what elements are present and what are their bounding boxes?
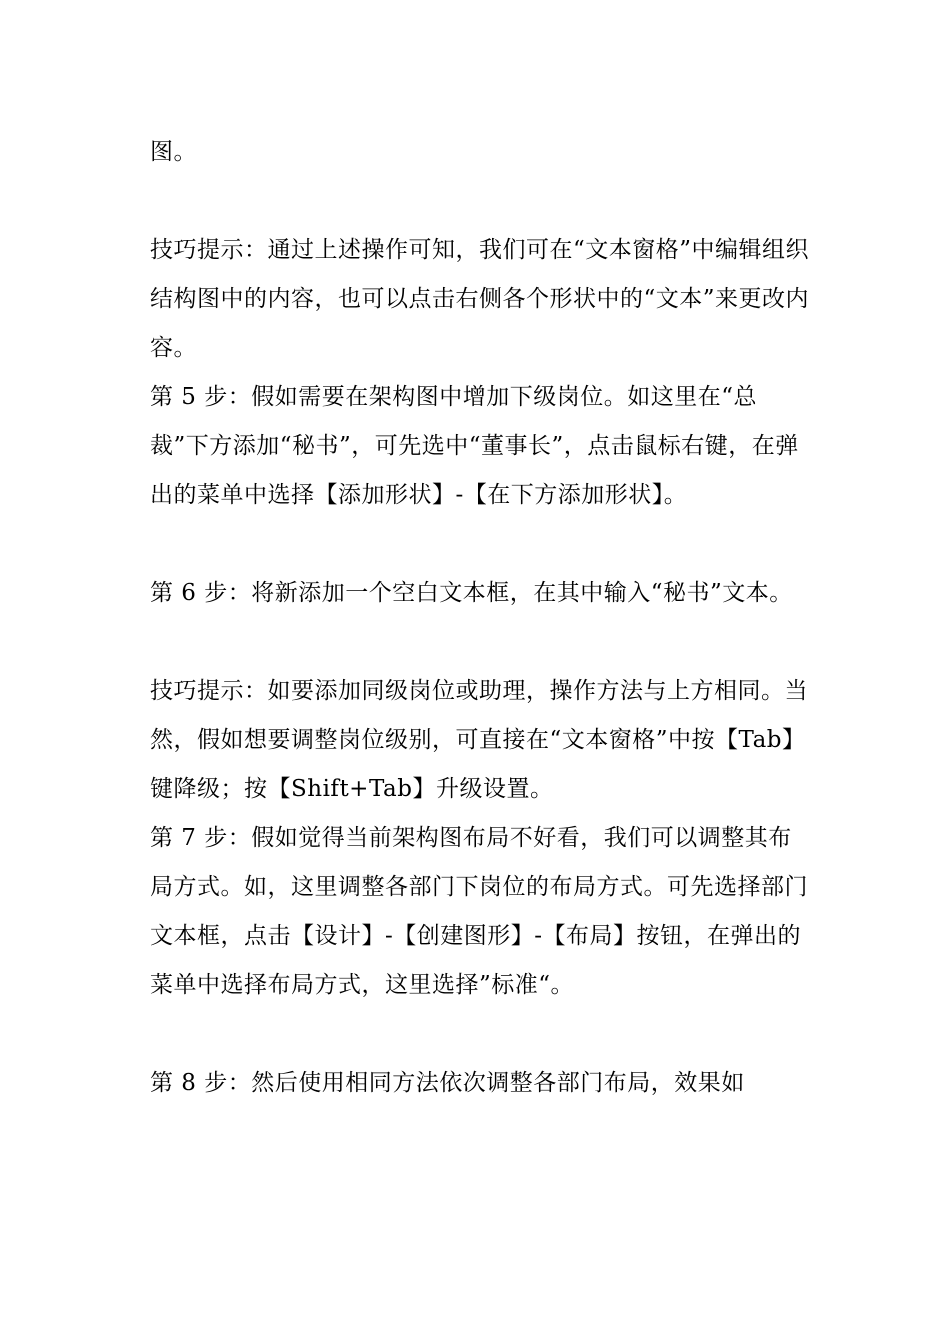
paragraph-gap — [150, 618, 810, 667]
paragraph-figure-end: 图。 — [150, 139, 197, 165]
paragraph-step-8: 第 8 步：然后使用相同方法依次调整各部门布局，效果如 — [150, 1070, 745, 1096]
paragraph-step-7: 第 7 步：假如觉得当前架构图布局不好看，我们可以调整其布局方式。如，这里调整各部门下岗位的布局方式。可先选择部门文本框，点击【设计】-【创建图形】-【布局】按钮，在弹出的菜单中选择布局方式，这里选择”标准“。 — [150, 825, 808, 998]
paragraph-gap — [150, 520, 810, 569]
paragraph-gap — [150, 177, 810, 226]
paragraph-tip-text-pane: 技巧提示：通过上述操作可知，我们可在“文本窗格”中编辑组织结构图中的内容，也可以点击右侧各个形状中的“文本”来更改内容。 — [150, 237, 810, 361]
paragraph-tip-level: 技巧提示：如要添加同级岗位或助理，操作方法与上方相同。当然，假如想要调整岗位级别，可直接在“文本窗格”中按【Tab】键降级；按【Shift+Tab】升级设置。 — [150, 678, 808, 802]
document-body — [150, 128, 810, 1108]
paragraph-step-5: 第 5 步：假如需要在架构图中增加下级岗位。如这里在“总裁”下方添加“秘书”，可先选中“董事长”，点击鼠标右键，在弹出的菜单中选择【添加形状】-【在下方添加形状】。 — [150, 384, 799, 508]
paragraph-step-6: 第 6 步：将新添加一个空白文本框，在其中输入“秘书”文本。 — [150, 580, 793, 606]
paragraph-gap — [150, 1010, 810, 1059]
